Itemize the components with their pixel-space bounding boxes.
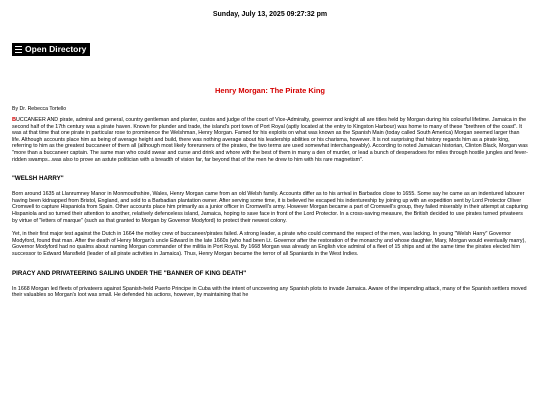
section-heading-piracy-privateering: PIRACY AND PRIVATEERING SAILING UNDER THE "BANNER OF KING DEATH" <box>12 269 247 277</box>
section-paragraph: In 1668 Morgan led fleets of privateers against Spanish-held Puerto Principe in Cuba with the intent of uncovering any Spanish plots to invade Jamaica. Aware of the impending attack, many of the Spanish settlers moved their valuables so Morgan's loot was small. He defended his actions, however, by maintaining that he <box>12 285 527 299</box>
section-paragraph: Born around 1635 at Llanrumney Manor in Monmouthshire, Wales, Henry Morgan came from an old Welsh family. Accounts differ as to his arrival in Barbados close to 1655. Some say he came as an indentured labourer having been kidnapped from Bristol, England, and sold to a Barbadian plantation owner. After serving some time, it is believed he escaped his indentureship by joining up with an expedition sent by Lord Protector Oliver Cromwell to capture Hispaniola from Spain. Other accounts place him primarily as a junior officer in Cromwell's army. However Morgan became a part of Cromwell's group, they failed miserably in their attempt at capturing Hispaniola and so turned their attention to another, relatively defenceless island, Jamaica, hoping to save face in front of the Lord Protector. In a cross-saving measure, the British decided to use pirates turned privateers by virtue of "letters of marque" (such as that granted to Morgan by Governor Modyford) to protect their newest colony. <box>12 191 528 224</box>
article <box>12 86 528 299</box>
section-heading-welsh-harry: "WELSH HARRY" <box>12 175 64 183</box>
page-date: Sunday, July 13, 2025 09:27:32 pm <box>212 11 328 18</box>
intro-paragraph <box>12 117 528 163</box>
article-byline: By Dr. Rebecca Tortello <box>12 106 67 112</box>
article-title: Henry Morgan: The Pirate King <box>214 86 325 95</box>
intro-text: UCCANEER AND pirate, admiral and general, country gentleman and planter, custos and judge of the court of Vice-Admiralty, governor and knight all are titles held by Morgan during his colourful lifetime. Jamaica in the second half of the 17th century was a pirate haven. Known for plunder and trade, the island's port town of Port Royal (aptly located at the entry to Kingston Harbour) was home to many of these "brethren of the coast". It was at that time that one pirate in particular rose to prominence the Welshman, Henry Morgan. Famed for his exploits on what was known as the Spanish Main (today called South America) Morgan seemed larger than life. Although accounts place him as being of average height and build, there was nothing average about his leadership abilities or his charisma, however. It is not surprising that history regards him as a pirate king, referring to him as the greatest buccaneer of them all (although most likely forerunners of the pirates, the two terms are used somewhat interchangeably). According to noted Jamaican historian, Clinton Black, Morgan was "more than a buccaneer captain. The same man who could swear and curse and drink and whore with the best of them in many a den of murder, or lead a bunch of desperadoes for miles through hostile jungles and fever-ridden swamps...was also to prove an astute politician with a breadth of vision far, far beyond that of the men he drew to him with his rare magnetism". <box>12 117 528 163</box>
hamburger-menu-icon <box>15 45 22 54</box>
open-directory-label: Open Directory <box>25 44 87 54</box>
open-directory-button[interactable] <box>12 43 90 56</box>
section-paragraph: Yet, in their first major test against the Dutch in 1664 the motley crew of buccaneer/pirates failed. A strong leader, a pirate who could command the respect of the men, was lacking. In young "Welsh Harry" Governor Modyford, found that man. After the death of Henry Morgan's uncle Edward in the late 1660s (who had been Lt. Governor after the restoration of the monarchy and whose daughter, Mary, Morgan would eventually marry), Governor Modyford had no qualms about naming Morgan commander of the militia in Port Royal. By 1668 Morgan was already an English vice admiral of a fleet of 15 ships and at the same time the pirates elected him successor to Edward Mansfield (leader of all pirate activities in Jamaica). Thus, Henry Morgan became the terror of all Spaniards in the West Indies. <box>12 231 526 257</box>
intro-dropcap: B <box>12 117 17 123</box>
